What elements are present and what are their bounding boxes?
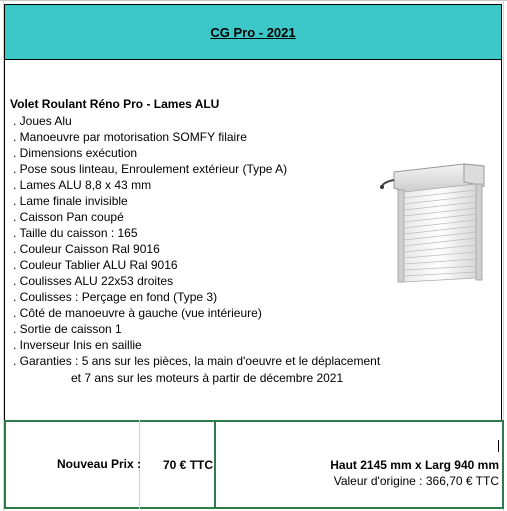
feature-item: . Joues Alu [13,114,72,128]
roller-shutter-icon[interactable] [380,160,490,284]
header-cell[interactable] [4,4,502,60]
feature-item: . Sortie de caisson 1 [13,322,122,336]
header-title: CG Pro - 2021 [210,24,296,40]
feature-item: . Couleur Tablier ALU Ral 9016 [13,258,178,272]
feature-item: . Manoeuvre par motorisation SOMFY filaire [13,130,247,144]
feature-item: . Couleur Caisson Ral 9016 [13,242,160,256]
feature-item: . Lame finale invisible [13,194,128,208]
product-title: Volet Roulant Réno Pro - Lames ALU [10,97,220,111]
original-value-text: Valeur d'origine : 366,70 € TTC [333,474,499,488]
feature-item: . Caisson Pan coupé [13,210,124,224]
feature-item: . Dimensions exécution [13,146,138,160]
feature-item: . Coulisses : Perçage en fond (Type 3) [13,290,218,304]
feature-item: . Côté de manoeuvre à gauche (vue intérieure) [13,306,262,320]
feature-item: . Garanties : 5 ans sur les pièces, la main d'oeuvre et le déplacement [13,354,381,368]
feature-item: . Inverseur Inis en saillie [13,338,142,352]
feature-item: . Lames ALU 8,8 x 43 mm [13,178,152,192]
grid-line [0,0,507,1]
dimensions-text: Haut 2145 mm x Larg 940 mm [330,458,499,472]
price-value[interactable]: 70 € TTC [163,458,214,472]
guarantee-continuation: et 7 ans sur les moteurs à partir de décembre 2021 [71,371,344,385]
feature-item: . Pose sous linteau, Enroulement extérieur (Type A) [13,162,288,176]
feature-item: . Taille du caisson : 165 [13,226,138,240]
feature-item: . Coulisses ALU 22x53 droites [13,274,174,288]
feature-list [13,113,380,369]
price-label: Nouveau Prix : [57,457,142,471]
text-cursor [498,440,499,452]
